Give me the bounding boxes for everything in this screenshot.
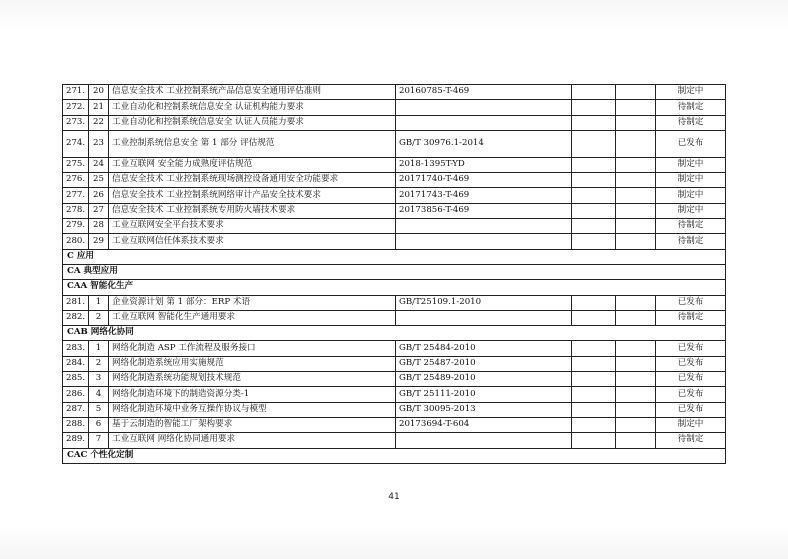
standard-code: 20160785-T-469 (396, 85, 572, 100)
row-number: 271. (63, 85, 89, 100)
blank-cell (572, 402, 616, 417)
page-number: 41 (388, 492, 400, 502)
row-number: 284. (63, 356, 89, 371)
standard-code: GB/T 25484-2010 (396, 341, 572, 356)
blank-cell (572, 219, 616, 234)
row-sub-number: 21 (89, 100, 109, 115)
blank-cell (572, 234, 616, 249)
blank-cell (572, 188, 616, 203)
table-row (63, 310, 726, 325)
row-sub-number: 20 (89, 85, 109, 100)
table-row (63, 173, 726, 188)
row-number: 281. (63, 295, 89, 310)
table-row (63, 219, 726, 234)
standard-status: 制定中 (656, 85, 726, 100)
row-sub-number: 28 (89, 219, 109, 234)
blank-cell (572, 203, 616, 218)
blank-cell (616, 295, 656, 310)
row-sub-number: 7 (89, 433, 109, 448)
table-row (63, 188, 726, 203)
standard-status: 待制定 (656, 115, 726, 130)
row-number: 277. (63, 188, 89, 203)
row-number: 287. (63, 402, 89, 417)
row-sub-number: 23 (89, 130, 109, 157)
blank-cell (616, 341, 656, 356)
standard-code: 20171743-T-469 (396, 188, 572, 203)
blank-cell (616, 130, 656, 157)
standard-name: 工业互联网安全平台技术要求 (109, 219, 396, 234)
standard-name: 网络化制造 ASP 工作流程及服务接口 (109, 341, 396, 356)
blank-cell (616, 100, 656, 115)
standard-status: 制定中 (656, 157, 726, 172)
row-number: 283. (63, 341, 89, 356)
blank-cell (616, 188, 656, 203)
standard-name: 工业自动化和控制系统信息安全 认证机构能力要求 (109, 100, 396, 115)
standards-table (62, 84, 726, 464)
standard-code: GB/T 25489-2010 (396, 372, 572, 387)
section-row (63, 264, 726, 279)
row-sub-number: 4 (89, 387, 109, 402)
table-row (63, 203, 726, 218)
blank-cell (616, 203, 656, 218)
blank-cell (616, 417, 656, 432)
row-number: 280. (63, 234, 89, 249)
standard-status: 待制定 (656, 234, 726, 249)
blank-cell (572, 433, 616, 448)
table-row (63, 356, 726, 371)
blank-cell (616, 219, 656, 234)
standard-status: 已发布 (656, 130, 726, 157)
row-sub-number: 3 (89, 372, 109, 387)
blank-cell (616, 173, 656, 188)
blank-cell (572, 130, 616, 157)
table-row (63, 372, 726, 387)
table-row (63, 402, 726, 417)
standard-code (396, 219, 572, 234)
row-sub-number: 24 (89, 157, 109, 172)
row-sub-number: 1 (89, 295, 109, 310)
table-row (63, 234, 726, 249)
row-sub-number: 2 (89, 310, 109, 325)
standard-status: 待制定 (656, 433, 726, 448)
table-row (63, 341, 726, 356)
blank-cell (616, 234, 656, 249)
row-number: 272. (63, 100, 89, 115)
table-body (63, 85, 726, 464)
row-number: 276. (63, 173, 89, 188)
section-row (63, 448, 726, 463)
standard-name: 网络化制造环境中业务互操作协议与模型 (109, 402, 396, 417)
blank-cell (616, 157, 656, 172)
blank-cell (616, 387, 656, 402)
table-row (63, 417, 726, 432)
standard-status: 制定中 (656, 173, 726, 188)
blank-cell (572, 387, 616, 402)
blank-cell (572, 85, 616, 100)
section-row (63, 326, 726, 341)
blank-cell (572, 372, 616, 387)
row-number: 286. (63, 387, 89, 402)
section-row (63, 249, 726, 264)
standard-name: 信息安全技术 工业控制系统现场测控设备通用安全功能要求 (109, 173, 396, 188)
standard-status: 已发布 (656, 356, 726, 371)
standard-code: GB/T 30976.1-2014 (396, 130, 572, 157)
row-number: 289. (63, 433, 89, 448)
blank-cell (616, 433, 656, 448)
standard-status: 待制定 (656, 100, 726, 115)
standard-name: 基于云制造的智能工厂架构要求 (109, 417, 396, 432)
standard-code: 20173856-T-469 (396, 203, 572, 218)
table-row (63, 387, 726, 402)
standard-name: 工业自动化和控制系统信息安全 认证人员能力要求 (109, 115, 396, 130)
blank-cell (616, 310, 656, 325)
standard-status: 已发布 (656, 402, 726, 417)
section-label: CAC 个性化定制 (63, 448, 726, 463)
standard-name: 网络化制造系统应用实施规范 (109, 356, 396, 371)
blank-cell (616, 115, 656, 130)
table-row (63, 433, 726, 448)
blank-cell (572, 310, 616, 325)
standard-code: 20173694-T-604 (396, 417, 572, 432)
blank-cell (616, 85, 656, 100)
standard-code: GB/T 30095-2013 (396, 402, 572, 417)
standard-code (396, 433, 572, 448)
table-row (63, 100, 726, 115)
table-row (63, 295, 726, 310)
row-sub-number: 1 (89, 341, 109, 356)
blank-cell (572, 100, 616, 115)
standard-name: 网络化制造环境下的制造资源分类-1 (109, 387, 396, 402)
standard-code (396, 310, 572, 325)
blank-cell (572, 173, 616, 188)
blank-cell (572, 115, 616, 130)
standard-name: 工业控制系统信息安全 第 1 部分 评估规范 (109, 130, 396, 157)
section-label: CAA 智能化生产 (63, 280, 726, 295)
row-sub-number: 2 (89, 356, 109, 371)
standard-code: 2018-1395T-YD (396, 157, 572, 172)
row-number: 274. (63, 130, 89, 157)
blank-cell (616, 372, 656, 387)
row-sub-number: 29 (89, 234, 109, 249)
row-sub-number: 22 (89, 115, 109, 130)
table-row (63, 130, 726, 157)
standard-status: 制定中 (656, 417, 726, 432)
standard-name: 信息安全技术 工业控制系统专用防火墙技术要求 (109, 203, 396, 218)
standard-status: 待制定 (656, 219, 726, 234)
standard-status: 已发布 (656, 341, 726, 356)
standard-name: 信息安全技术 工业控制系统网络审计产品安全技术要求 (109, 188, 396, 203)
standard-name: 工业互联网 智能化生产通用要求 (109, 310, 396, 325)
row-sub-number: 25 (89, 173, 109, 188)
standard-name: 工业互联网信任体系技术要求 (109, 234, 396, 249)
blank-cell (572, 417, 616, 432)
standard-status: 已发布 (656, 372, 726, 387)
standard-code (396, 100, 572, 115)
table-row (63, 157, 726, 172)
standard-status: 已发布 (656, 295, 726, 310)
row-number: 288. (63, 417, 89, 432)
section-row (63, 280, 726, 295)
standard-code: 20171740-T-469 (396, 173, 572, 188)
blank-cell (572, 157, 616, 172)
standard-name: 企业资源计划 第 1 部分：ERP 术语 (109, 295, 396, 310)
section-label: CAB 网络化协同 (63, 326, 726, 341)
standard-status: 已发布 (656, 387, 726, 402)
section-label: C 应用 (63, 249, 726, 264)
blank-cell (616, 402, 656, 417)
standard-code (396, 234, 572, 249)
row-sub-number: 27 (89, 203, 109, 218)
standard-code: GB/T 25111-2010 (396, 387, 572, 402)
row-number: 279. (63, 219, 89, 234)
blank-cell (616, 356, 656, 371)
table-row (63, 85, 726, 100)
row-sub-number: 26 (89, 188, 109, 203)
blank-cell (572, 341, 616, 356)
table-row (63, 115, 726, 130)
standard-name: 信息安全技术 工业控制系统产品信息安全通用评估准则 (109, 85, 396, 100)
row-sub-number: 5 (89, 402, 109, 417)
row-number: 282. (63, 310, 89, 325)
row-number: 285. (63, 372, 89, 387)
row-number: 275. (63, 157, 89, 172)
standard-name: 工业互联网 安全能力成熟度评估规范 (109, 157, 396, 172)
standard-code: GB/T 25487-2010 (396, 356, 572, 371)
row-number: 273. (63, 115, 89, 130)
standard-status: 制定中 (656, 203, 726, 218)
row-number: 278. (63, 203, 89, 218)
standard-status: 待制定 (656, 310, 726, 325)
section-label: CA 典型应用 (63, 264, 726, 279)
standard-code (396, 115, 572, 130)
blank-cell (572, 356, 616, 371)
standard-name: 网络化制造系统功能规划技术规范 (109, 372, 396, 387)
standard-name: 工业互联网 网络化协同通用要求 (109, 433, 396, 448)
row-sub-number: 6 (89, 417, 109, 432)
standard-status: 制定中 (656, 188, 726, 203)
standard-code: GB/T25109.1-2010 (396, 295, 572, 310)
blank-cell (572, 295, 616, 310)
